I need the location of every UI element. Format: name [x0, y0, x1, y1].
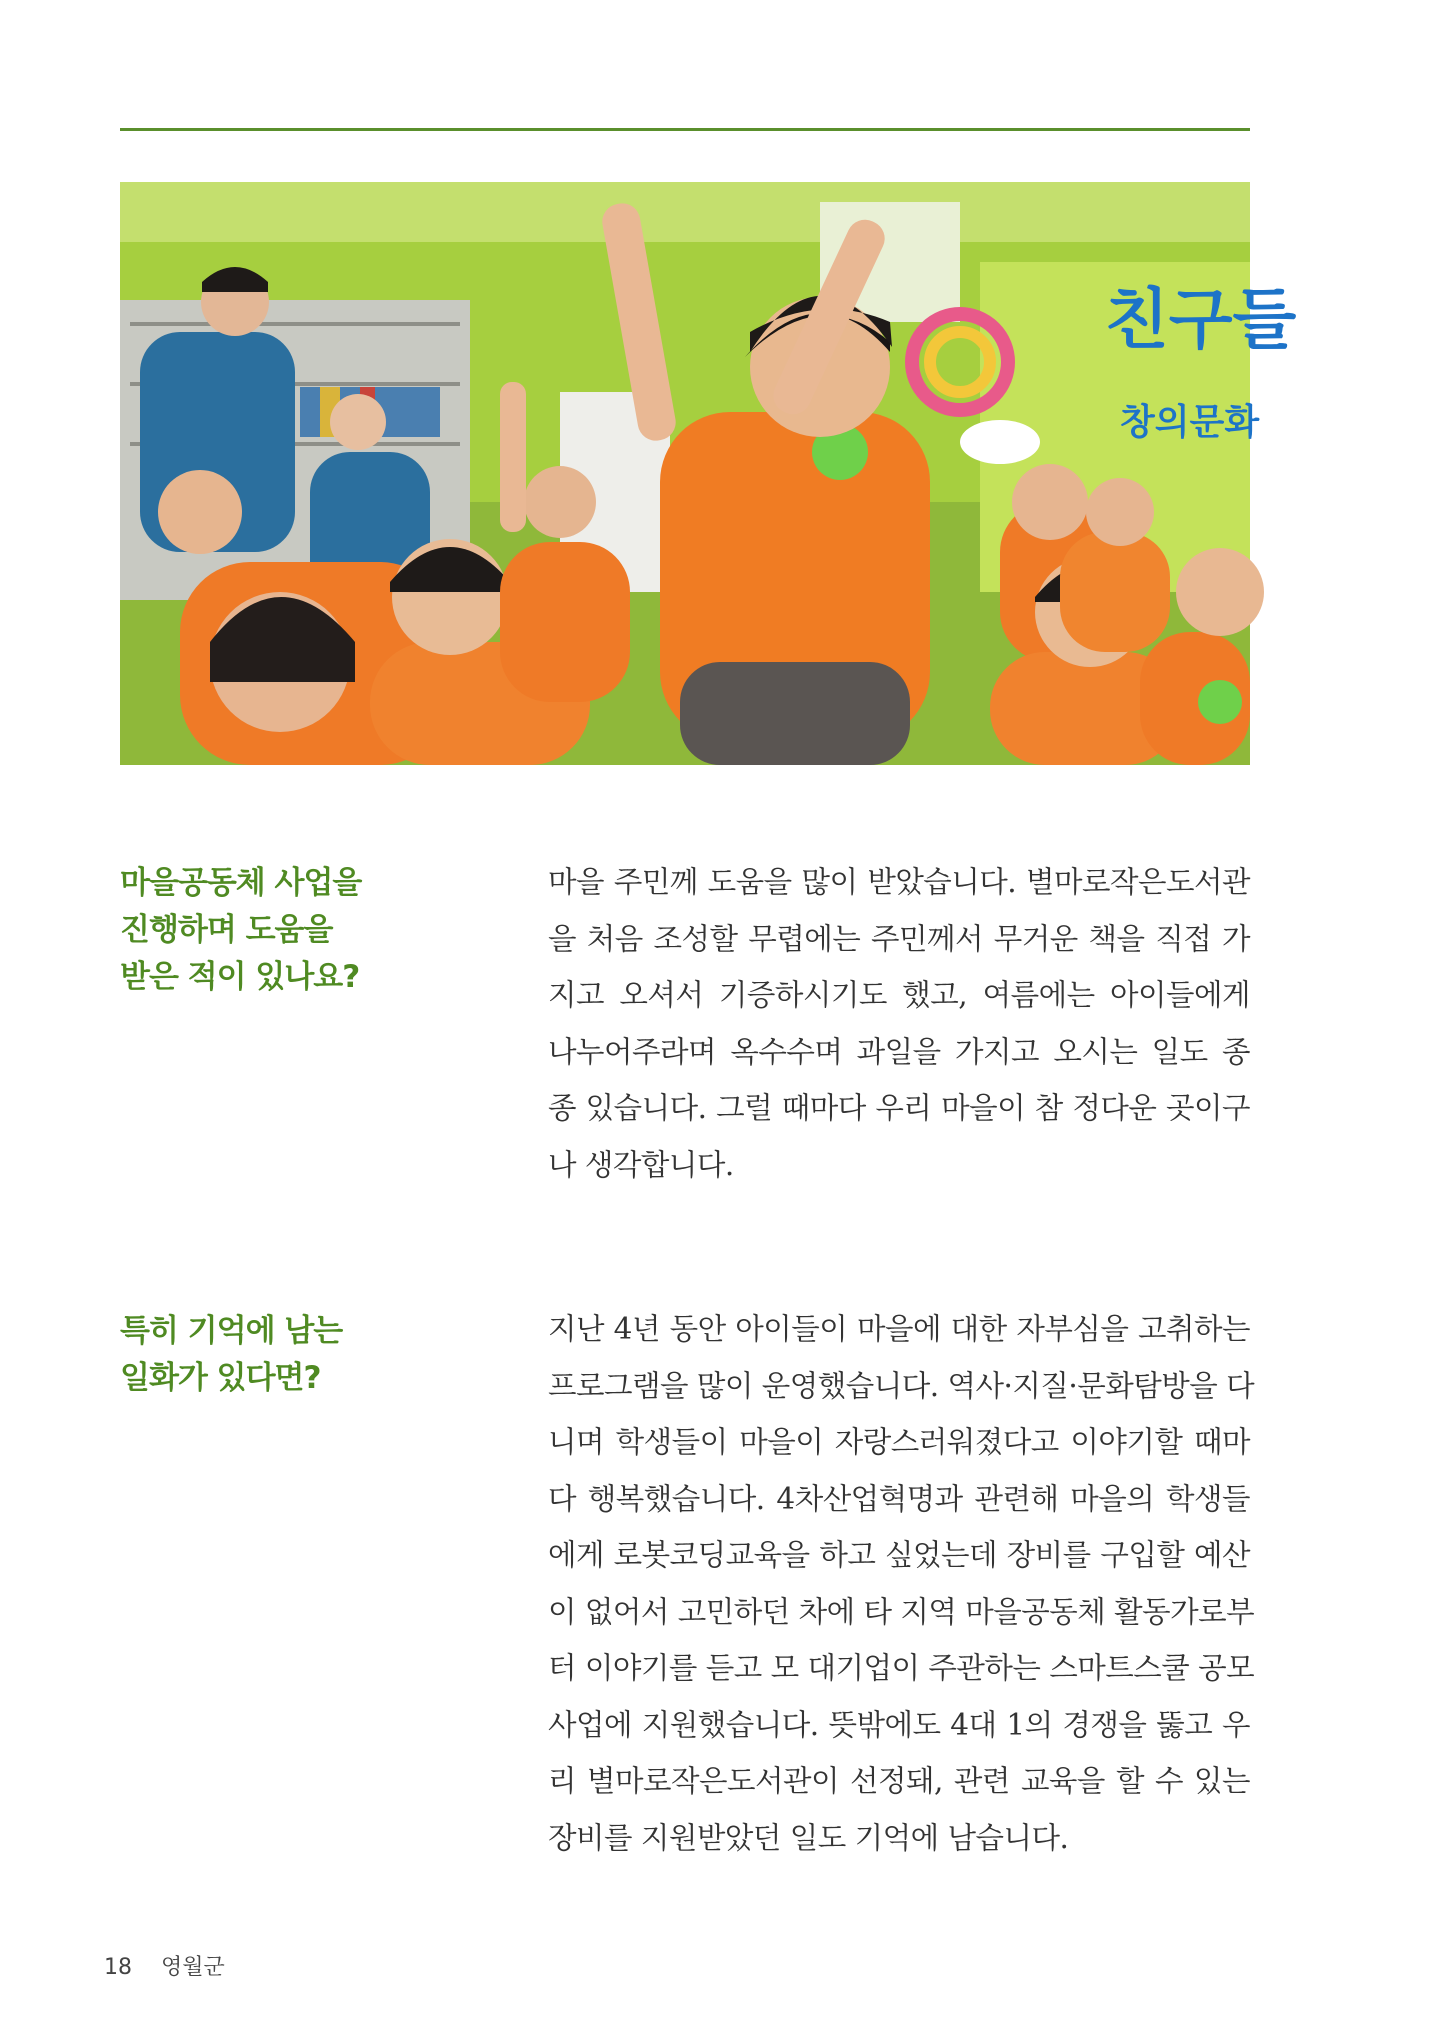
question-line: 일화가 있다면? — [120, 1360, 321, 1396]
answer-paragraph-1 — [548, 854, 1250, 1193]
answer-line: 리 별마로작은도서관이 선정돼, 관련 교육을 할 수 있는 — [548, 1764, 1250, 1798]
answer-line: 프로그램을 많이 운영했습니다. 역사·지질·문화탐방을 다 — [548, 1368, 1255, 1403]
page-footer — [104, 1950, 225, 1981]
answer-line: 나 생각합니다. — [548, 1147, 734, 1182]
question-line: 특히 기억에 남는 — [120, 1313, 343, 1349]
top-divider — [120, 128, 1250, 131]
answer-line: 종 있습니다. 그럴 때마다 우리 마을이 참 정다운 곳이구 — [548, 1091, 1250, 1125]
question-heading-1 — [120, 860, 500, 1001]
answer-line: 이 없어서 고민하던 차에 타 지역 마을공동체 활동가로부 — [548, 1594, 1255, 1629]
banner-title-text: 친구들 — [1105, 281, 1297, 358]
question-line: 진행하며 도움을 — [120, 912, 333, 948]
answer-line: 장비를 지원받았던 일도 기억에 남습니다. — [548, 1820, 1069, 1855]
answer-line: 니며 학생들이 마을이 자랑스러워졌다고 이야기할 때마 — [548, 1425, 1250, 1459]
answer-line: 마을 주민께 도움을 많이 받았습니다. 별마로작은도서관 — [548, 865, 1250, 899]
question-heading-2 — [120, 1308, 500, 1402]
answer-line: 지난 4년 동안 아이들이 마을에 대한 자부심을 고취하는 — [548, 1312, 1250, 1346]
answer-paragraph-2 — [548, 1301, 1255, 1866]
answer-line: 터 이야기를 듣고 모 대기업이 주관하는 스마트스쿨 공모 — [548, 1651, 1255, 1685]
answer-line: 다 행복했습니다. 4차산업혁명과 관련해 마을의 학생들 — [548, 1481, 1250, 1516]
answer-line: 나누어주라며 옥수수며 과일을 가지고 오시는 일도 종 — [548, 1034, 1250, 1069]
footer-region: 영월군 — [161, 1955, 225, 1980]
banner-subtitle-text: 창의문화 — [1120, 402, 1260, 443]
answer-line: 을 처음 조성할 무렵에는 주민께서 무거운 책을 직접 가 — [548, 921, 1250, 956]
answer-line: 사업에 지원했습니다. 뜻밖에도 4대 1의 경쟁을 뚫고 우 — [548, 1707, 1250, 1742]
question-line: 마을공동체 사업을 — [120, 865, 362, 901]
question-line: 받은 적이 있나요? — [120, 959, 360, 995]
answer-line: 지고 오셔서 기증하시기도 했고, 여름에는 아이들에게 — [548, 978, 1250, 1012]
answer-line: 에게 로봇코딩교육을 하고 싶었는데 장비를 구입할 예산 — [548, 1538, 1250, 1572]
children-activity-photo — [120, 182, 1297, 765]
page-number: 18 — [104, 1955, 132, 1980]
